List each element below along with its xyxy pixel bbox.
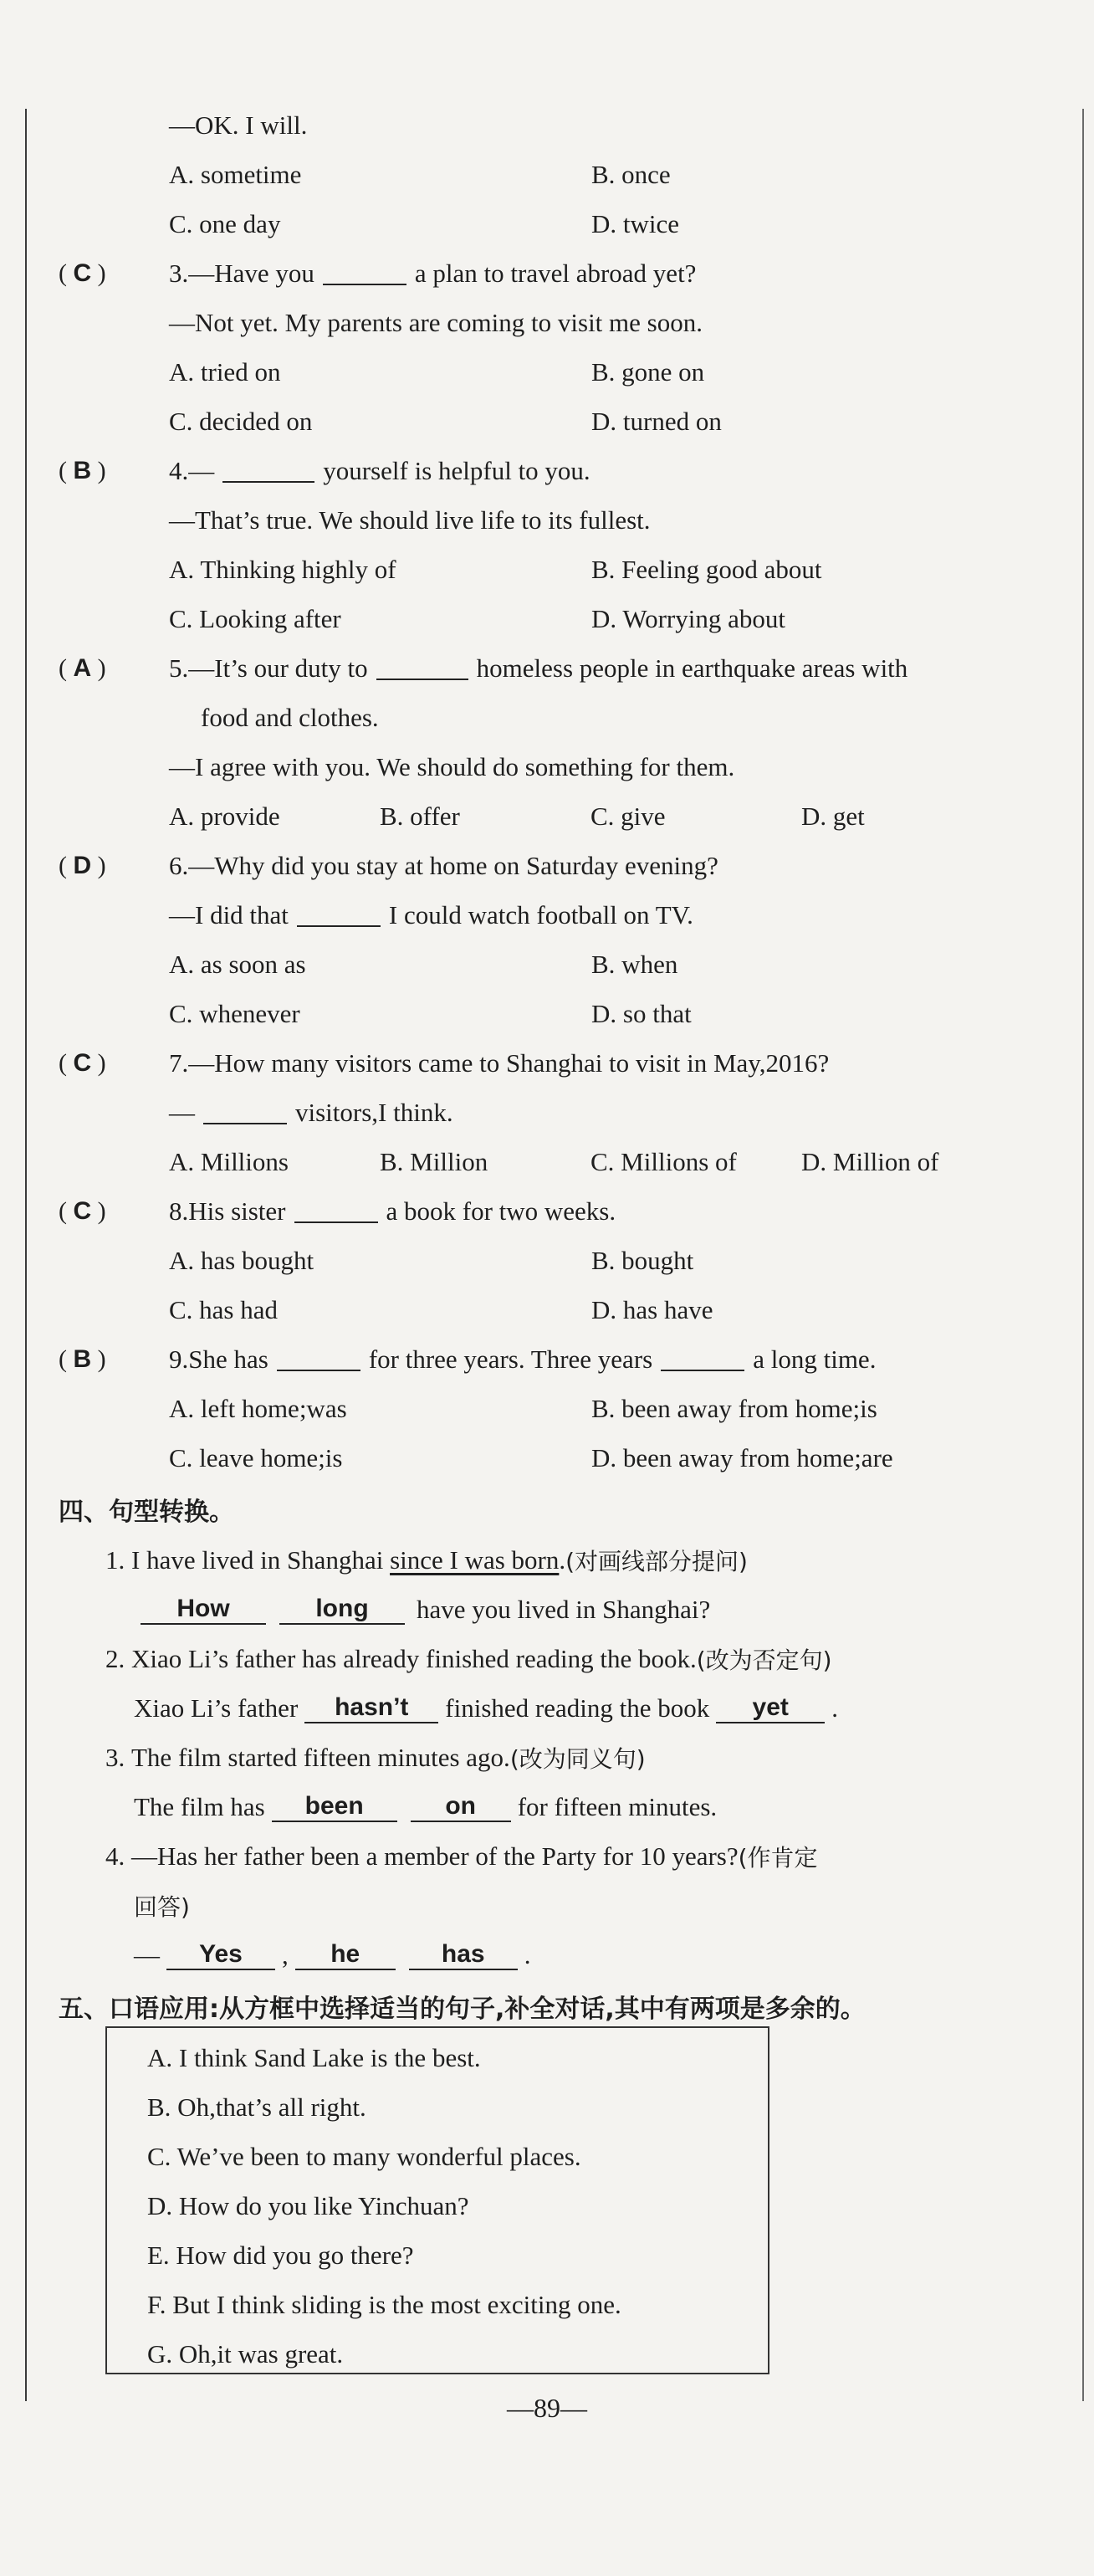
question-5: ( A ) 5. —It’s our duty to homeless people in earthquake areas with — [59, 653, 908, 683]
question-7: ( C ) 7. —How many visitors came to Shanghai to visit in May,2016? — [59, 1047, 830, 1078]
question-8: ( C ) 8. His sister a book for two weeks. — [59, 1196, 616, 1226]
dialog-line: — visitors,I think. — [169, 1097, 453, 1127]
question-3: ( C ) 3. —Have you a plan to travel abroad yet? — [59, 258, 697, 288]
option: B. Million — [380, 1146, 488, 1176]
answer-blank[interactable] — [203, 1101, 287, 1124]
filled-answer[interactable]: has — [409, 1940, 518, 1970]
options-row — [59, 150, 1071, 199]
option: B. Feeling good about — [591, 554, 822, 584]
filled-answer[interactable]: on — [411, 1792, 511, 1822]
option: D. been away from home;are — [591, 1442, 893, 1472]
options-row — [59, 1285, 1071, 1334]
option: A. as soon as — [169, 949, 306, 979]
options-row — [59, 791, 1071, 841]
underlined-phrase: since I was born — [390, 1544, 560, 1575]
option: C. give — [590, 801, 666, 831]
option: C. Looking after — [169, 603, 341, 633]
answer-mark: ( B ) — [59, 1344, 106, 1373]
question-4: ( B ) 4. — yourself is helpful to you. — [59, 455, 590, 485]
question-continuation: food and clothes. — [201, 702, 379, 732]
dialog-line: —I did that I could watch football on TV. — [169, 899, 693, 930]
options-row — [59, 397, 1071, 446]
transform-item-2: 2. Xiao Li’s father has already finished reading the book. (改为否定句) — [105, 1643, 832, 1674]
section-4-title: 四、句型转换。 — [59, 1497, 234, 1527]
answer-mark: ( A ) — [59, 653, 106, 682]
transform-item-4: 4. —Has her father been a member of the Party for 10 years? (作肯定 — [105, 1841, 818, 1872]
box-option: B. Oh,that’s all right. — [147, 2092, 366, 2122]
options-row — [59, 1433, 1071, 1483]
section-5-title: 五、口语应用:从方框中选择适当的句子,补全对话,其中有两项是多余的。 — [59, 1994, 866, 2024]
right-margin-rule — [1082, 109, 1084, 2401]
question-6: ( D ) 6. —Why did you stay at home on Saturday evening? — [59, 850, 718, 880]
options-row — [59, 347, 1071, 397]
option: D. twice — [591, 208, 680, 238]
option: D. so that — [591, 998, 692, 1028]
box-option: C. We’ve been to many wonderful places. — [147, 2141, 581, 2171]
content-area — [59, 100, 1071, 2032]
dialog-line: —That’s true. We should live life to its fullest. — [169, 504, 651, 535]
box-option: F. But I think sliding is the most exciting one. — [147, 2289, 621, 2319]
sentence-choice-box — [105, 2026, 769, 2374]
option: B. gone on — [591, 356, 705, 387]
answer-blank[interactable] — [661, 1348, 744, 1371]
answer-mark: ( C ) — [59, 1048, 106, 1077]
dialog-line: —OK. I will. — [169, 110, 308, 140]
option: A. sometime — [169, 159, 302, 189]
answer-mark: ( C ) — [59, 259, 106, 287]
box-option: A. I think Sand Lake is the best. — [147, 2042, 481, 2072]
answer-blank[interactable] — [222, 459, 314, 483]
answer-blank[interactable] — [323, 262, 406, 285]
option: C. leave home;is — [169, 1442, 343, 1472]
transform-answer-4: — Yes , he has . — [134, 1939, 531, 1969]
answer-blank[interactable] — [297, 904, 381, 927]
option: A. Millions — [169, 1146, 289, 1176]
option: B. when — [591, 949, 678, 979]
filled-answer[interactable]: he — [295, 1940, 396, 1970]
options-row — [59, 940, 1071, 989]
option: A. Thinking highly of — [169, 554, 396, 584]
option: D. Million of — [801, 1146, 939, 1176]
option: D. get — [801, 801, 865, 831]
answer-blank[interactable] — [376, 657, 468, 680]
option: B. offer — [380, 801, 460, 831]
filled-answer[interactable]: yet — [716, 1693, 825, 1723]
options-row — [59, 594, 1071, 643]
options-row — [59, 1384, 1071, 1433]
filled-answer[interactable]: How — [141, 1595, 266, 1625]
option: B. bought — [591, 1245, 694, 1275]
answer-blank[interactable] — [277, 1348, 360, 1371]
options-row — [59, 989, 1071, 1038]
filled-answer[interactable]: Yes — [166, 1940, 275, 1970]
option: B. been away from home;is — [591, 1393, 877, 1423]
answer-mark: ( D ) — [59, 851, 106, 879]
option: C. Millions of — [590, 1146, 737, 1176]
page-number: —89— — [507, 2393, 587, 2423]
transform-item-1: 1. I have lived in Shanghai since I was born . (对画线部分提问) — [105, 1544, 748, 1575]
transform-item-3: 3. The film started fifteen minutes ago. (改为同义句) — [105, 1742, 646, 1773]
option: A. provide — [169, 801, 280, 831]
option: B. once — [591, 159, 671, 189]
option: A. tried on — [169, 356, 281, 387]
options-row — [59, 1236, 1071, 1285]
transform-answer-3: The film has been on for fifteen minutes. — [134, 1791, 718, 1821]
dialog-line: —I agree with you. We should do something for them. — [169, 751, 735, 781]
option: D. has have — [591, 1294, 713, 1324]
answer-mark: ( C ) — [59, 1196, 106, 1225]
box-option: D. How do you like Yinchuan? — [147, 2190, 469, 2220]
options-row — [59, 199, 1071, 248]
question-9: ( B ) 9. She has for three years. Three years a long time. — [59, 1344, 877, 1374]
options-row — [59, 1137, 1071, 1186]
filled-answer[interactable]: hasn’t — [304, 1693, 438, 1723]
option: D. turned on — [591, 406, 722, 436]
box-option: E. How did you go there? — [147, 2240, 414, 2270]
transform-item-4-continuation: 回答) — [134, 1892, 190, 1921]
filled-answer[interactable]: been — [272, 1792, 397, 1822]
transform-answer-1: How long have you lived in Shanghai? — [59, 1585, 1071, 1634]
option: C. one day — [169, 208, 281, 238]
transform-answer-2: Xiao Li’s father hasn’t finished reading the book yet . — [134, 1693, 838, 1723]
answer-blank[interactable] — [294, 1200, 378, 1223]
dialog-line: —Not yet. My parents are coming to visit me soon. — [169, 307, 703, 337]
option: C. has had — [169, 1294, 279, 1324]
option: C. decided on — [169, 406, 313, 436]
box-option: G. Oh,it was great. — [147, 2338, 344, 2369]
answer-mark: ( B ) — [59, 456, 106, 484]
left-margin-rule — [25, 109, 27, 2401]
option: C. whenever — [169, 998, 300, 1028]
filled-answer[interactable]: long — [279, 1595, 405, 1625]
option: A. has bought — [169, 1245, 314, 1275]
options-row — [59, 545, 1071, 594]
option: A. left home;was — [169, 1393, 347, 1423]
option: D. Worrying about — [591, 603, 785, 633]
